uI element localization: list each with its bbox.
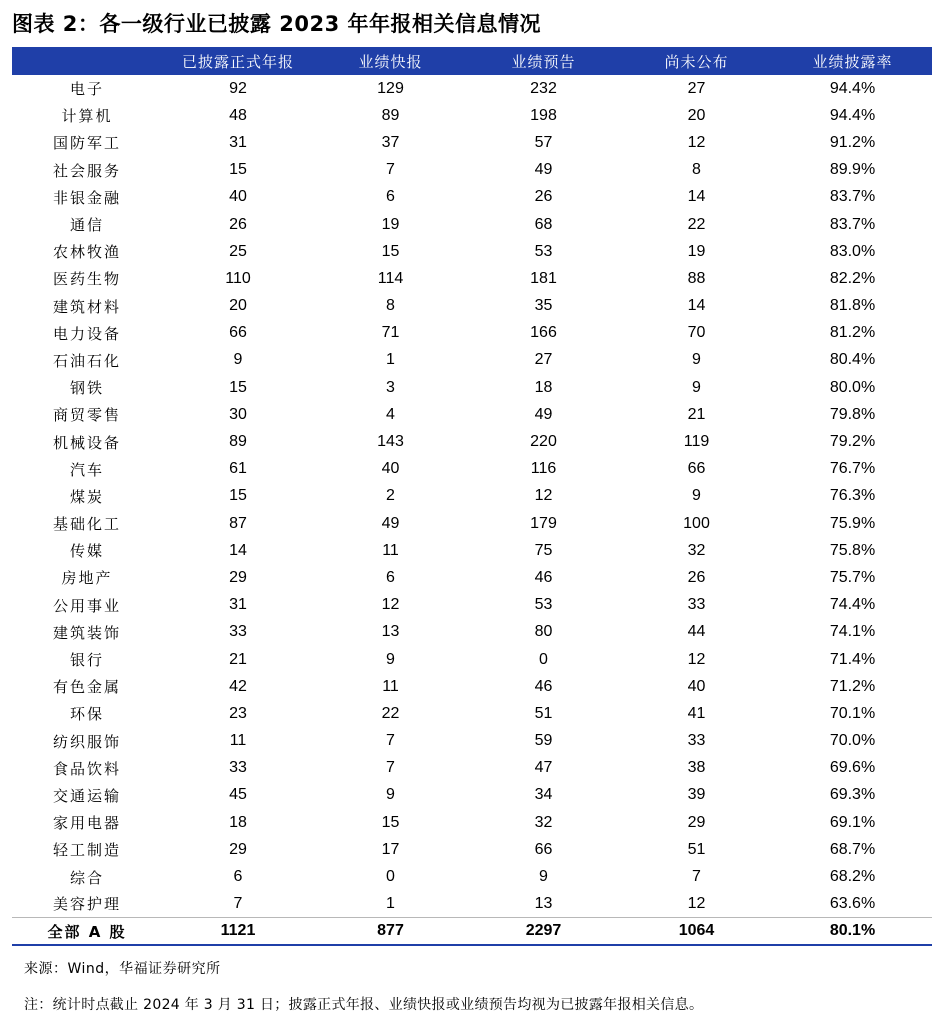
forecast-count: 68: [534, 215, 553, 233]
disclosure-rate: 74.1%: [829, 623, 876, 641]
disclosure-rate: 69.6%: [829, 759, 876, 777]
industry-name: 煤炭: [69, 487, 104, 506]
express-report-count: 11: [382, 677, 399, 695]
not-published-count: 119: [683, 433, 710, 451]
forecast-count: 166: [530, 324, 557, 342]
express-report-count: 1: [386, 894, 395, 912]
industry-name: 通信: [69, 216, 104, 235]
express-report-count: 3: [386, 378, 395, 396]
formal-report-count: 110: [225, 269, 251, 287]
industry-name: 房地产: [61, 569, 113, 588]
formal-report-count: 11: [229, 732, 247, 750]
formal-report-count: 25: [229, 242, 247, 260]
disclosure-rate: 94.4%: [829, 79, 876, 97]
industry-name: 电力设备: [52, 324, 121, 343]
table-row: [12, 673, 932, 700]
figure-title: 图表 2：各一级行业已披露 2023 年年报相关信息情况: [12, 12, 541, 36]
disclosure-rate: 83.0%: [829, 242, 876, 260]
formal-report-count: 15: [229, 378, 247, 396]
formal-report-count: 20: [229, 297, 247, 315]
header-formal-report: 已披露正式年报: [181, 52, 294, 71]
formal-report-count: 6: [233, 868, 243, 886]
table-row: [12, 619, 932, 646]
disclosure-rate: 70.1%: [829, 704, 876, 722]
table-row: [12, 293, 932, 320]
industry-name: 美容护理: [52, 895, 121, 914]
formal-report-count: 61: [229, 460, 247, 478]
forecast-count: 0: [539, 650, 548, 668]
disclosure-rate: 75.8%: [829, 541, 876, 559]
disclosure-rate: 63.6%: [829, 894, 876, 912]
industry-name: 轻工制造: [52, 841, 121, 860]
industry-name: 商贸零售: [52, 406, 121, 425]
not-published-count: 8: [692, 161, 701, 179]
express-report-count: 49: [381, 514, 400, 532]
table-row: [12, 401, 932, 428]
express-report-count: 7: [386, 732, 395, 750]
forecast-count: 49: [534, 161, 553, 179]
table-row: [12, 428, 932, 455]
express-report-count: 89: [381, 106, 400, 124]
table-row: [12, 75, 932, 102]
disclosure-rate: 79.8%: [829, 405, 876, 423]
table-row: [12, 564, 932, 591]
industry-name: 农林牧渔: [52, 243, 121, 262]
disclosure-rate: 68.2%: [829, 868, 876, 886]
formal-report-count: 15: [229, 161, 247, 179]
forecast-count: 9: [539, 868, 548, 886]
table-row: [12, 809, 932, 836]
total-not-published-count: 1064: [678, 922, 715, 940]
total-row: [12, 918, 932, 945]
table-row: [12, 129, 932, 156]
industry-name: 非银金融: [52, 188, 121, 207]
disclosure-rate: 80.0%: [829, 378, 876, 396]
industry-name: 环保: [69, 705, 104, 724]
disclosure-rate: 75.9%: [829, 514, 876, 532]
forecast-count: 27: [534, 351, 553, 369]
formal-report-count: 29: [229, 840, 247, 858]
forecast-count: 32: [534, 813, 553, 831]
forecast-count: 232: [530, 79, 557, 97]
express-report-count: 1: [386, 351, 395, 369]
express-report-count: 129: [377, 79, 404, 97]
express-report-count: 12: [381, 596, 400, 614]
table-row: [12, 755, 932, 782]
industry-name: 社会服务: [52, 161, 121, 180]
formal-report-count: 92: [229, 79, 247, 97]
not-published-count: 20: [687, 106, 706, 124]
not-published-count: 39: [687, 786, 706, 804]
express-report-count: 114: [377, 269, 404, 287]
express-report-count: 9: [386, 650, 395, 668]
forecast-count: 198: [530, 106, 557, 124]
forecast-count: 49: [534, 405, 553, 423]
not-published-count: 38: [687, 759, 706, 777]
formal-report-count: 29: [229, 568, 247, 586]
disclosure-rate: 70.0%: [829, 732, 876, 750]
disclosure-rate: 69.1%: [829, 813, 876, 831]
not-published-count: 22: [687, 215, 706, 233]
header-not-published: 尚未公布: [664, 52, 729, 71]
table-row: [12, 863, 932, 890]
disclosure-rate: 76.3%: [829, 487, 876, 505]
industry-name: 国防军工: [52, 134, 121, 153]
source-note: 来源：Wind，华福证券研究所: [24, 961, 221, 977]
express-report-count: 9: [386, 786, 395, 804]
forecast-count: 51: [534, 704, 553, 722]
forecast-count: 35: [534, 297, 553, 315]
header-express-report: 业绩快报: [358, 52, 423, 71]
formal-report-count: 15: [229, 487, 247, 505]
not-published-count: 12: [687, 650, 706, 668]
industry-name: 综合: [69, 868, 104, 887]
not-published-count: 41: [687, 704, 706, 722]
not-published-count: 100: [683, 514, 710, 532]
formal-report-count: 21: [229, 650, 247, 668]
industry-name: 公用事业: [52, 596, 121, 615]
industry-name: 食品饮料: [52, 759, 121, 778]
express-report-count: 7: [386, 759, 395, 777]
footnote: 注：统计时点截止 2024 年 3 月 31 日；披露正式年报、业绩快报或业绩预告均视为已披露年报相关信息。: [24, 997, 704, 1013]
disclosure-rate: 74.4%: [829, 596, 876, 614]
express-report-count: 2: [386, 487, 395, 505]
express-report-count: 0: [386, 868, 395, 886]
not-published-count: 9: [692, 487, 701, 505]
express-report-count: 143: [377, 433, 404, 451]
not-published-count: 14: [687, 297, 706, 315]
not-published-count: 33: [687, 596, 706, 614]
not-published-count: 9: [692, 351, 701, 369]
forecast-count: 220: [530, 433, 557, 451]
not-published-count: 21: [687, 405, 706, 423]
table-row: [12, 891, 932, 918]
express-report-count: 13: [381, 623, 400, 641]
disclosure-rate: 81.2%: [829, 324, 876, 342]
formal-report-count: 18: [229, 813, 247, 831]
disclosure-rate: 71.4%: [829, 650, 876, 668]
formal-report-count: 9: [233, 351, 243, 369]
forecast-count: 80: [534, 623, 553, 641]
table-body: [12, 75, 932, 945]
table-row: [12, 537, 932, 564]
forecast-count: 66: [534, 840, 553, 858]
industry-name: 交通运输: [52, 786, 121, 805]
industry-name: 银行: [69, 651, 104, 670]
industry-name: 钢铁: [69, 379, 104, 398]
formal-report-count: 42: [229, 677, 247, 695]
disclosure-rate: 76.7%: [829, 460, 876, 478]
express-report-count: 15: [381, 813, 400, 831]
not-published-count: 19: [687, 242, 706, 260]
table-row: [12, 782, 932, 809]
forecast-count: 59: [534, 732, 553, 750]
forecast-count: 53: [534, 596, 553, 614]
formal-report-count: 23: [229, 704, 247, 722]
express-report-count: 15: [381, 242, 400, 260]
total-formal-report-count: 1121: [220, 922, 256, 940]
formal-report-count: 30: [229, 405, 247, 423]
forecast-count: 57: [534, 133, 553, 151]
forecast-count: 18: [534, 378, 553, 396]
forecast-count: 34: [534, 786, 553, 804]
forecast-count: 46: [534, 568, 553, 586]
table-row: [12, 184, 932, 211]
disclosure-rate: 75.7%: [829, 568, 876, 586]
express-report-count: 8: [386, 297, 395, 315]
industry-disclosure-table: [12, 47, 932, 946]
not-published-count: 12: [687, 133, 706, 151]
total-industry-name: 全部 A 股: [47, 922, 127, 941]
disclosure-rate: 83.7%: [829, 188, 876, 206]
formal-report-count: 31: [229, 133, 247, 151]
formal-report-count: 87: [229, 514, 247, 532]
not-published-count: 51: [687, 840, 706, 858]
disclosure-rate: 89.9%: [829, 161, 876, 179]
disclosure-rate: 68.7%: [829, 840, 876, 858]
table-row: [12, 157, 932, 184]
industry-name: 汽车: [69, 460, 104, 479]
not-published-count: 9: [692, 378, 701, 396]
not-published-count: 88: [687, 269, 706, 287]
industry-name: 家用电器: [52, 814, 121, 833]
industry-name: 纺织服饰: [52, 732, 121, 751]
disclosure-rate: 83.7%: [829, 215, 876, 233]
table-row: [12, 347, 932, 374]
express-report-count: 40: [381, 460, 400, 478]
industry-name: 建筑装饰: [52, 623, 121, 642]
not-published-count: 14: [687, 188, 706, 206]
formal-report-count: 7: [233, 894, 243, 912]
formal-report-count: 48: [229, 106, 247, 124]
table-row: [12, 456, 932, 483]
header-disclosure-rate: 业绩披露率: [812, 52, 893, 71]
table-row: [12, 374, 932, 401]
industry-name: 电子: [69, 80, 104, 99]
express-report-count: 4: [386, 405, 395, 423]
industry-name: 机械设备: [52, 433, 121, 452]
header-forecast: 业绩预告: [511, 52, 576, 71]
industry-name: 传媒: [69, 542, 104, 561]
table-row: [12, 265, 932, 292]
not-published-count: 12: [687, 894, 706, 912]
express-report-count: 71: [381, 324, 400, 342]
forecast-count: 12: [534, 487, 553, 505]
disclosure-rate: 91.2%: [829, 133, 876, 151]
express-report-count: 11: [382, 541, 399, 559]
table-row: [12, 320, 932, 347]
formal-report-count: 14: [229, 541, 247, 559]
disclosure-rate: 79.2%: [829, 433, 876, 451]
express-report-count: 6: [386, 568, 395, 586]
table-row: [12, 483, 932, 510]
disclosure-rate: 81.8%: [829, 297, 876, 315]
express-report-count: 17: [381, 840, 400, 858]
not-published-count: 7: [692, 868, 701, 886]
forecast-count: 179: [530, 514, 557, 532]
table-row: [12, 646, 932, 673]
not-published-count: 44: [687, 623, 706, 641]
total-forecast-count: 2297: [525, 922, 562, 940]
disclosure-rate: 69.3%: [829, 786, 876, 804]
formal-report-count: 89: [229, 433, 247, 451]
not-published-count: 40: [687, 677, 706, 695]
express-report-count: 22: [381, 704, 400, 722]
disclosure-rate: 94.4%: [829, 106, 876, 124]
industry-name: 建筑材料: [52, 297, 121, 316]
forecast-count: 26: [534, 188, 553, 206]
industry-name: 基础化工: [52, 515, 121, 534]
not-published-count: 29: [687, 813, 706, 831]
total-disclosure-rate: 80.1%: [829, 922, 876, 940]
express-report-count: 19: [381, 215, 400, 233]
express-report-count: 7: [386, 161, 395, 179]
table-row: [12, 700, 932, 727]
formal-report-count: 40: [229, 188, 247, 206]
disclosure-rate: 71.2%: [829, 677, 876, 695]
not-published-count: 33: [687, 732, 706, 750]
express-report-count: 6: [386, 188, 395, 206]
formal-report-count: 66: [229, 324, 247, 342]
formal-report-count: 33: [229, 623, 247, 641]
not-published-count: 32: [687, 541, 706, 559]
forecast-count: 181: [530, 269, 557, 287]
not-published-count: 27: [687, 79, 706, 97]
forecast-count: 53: [534, 242, 553, 260]
industry-name: 有色金属: [52, 678, 121, 697]
industry-name: 石油石化: [52, 351, 121, 370]
not-published-count: 66: [687, 460, 706, 478]
industry-name: 医药生物: [52, 270, 121, 289]
forecast-count: 116: [530, 460, 557, 478]
forecast-count: 75: [534, 541, 553, 559]
disclosure-rate: 82.2%: [829, 269, 876, 287]
forecast-count: 47: [534, 759, 553, 777]
formal-report-count: 31: [229, 596, 247, 614]
table-row: [12, 238, 932, 265]
table-row: [12, 102, 932, 129]
formal-report-count: 45: [229, 786, 247, 804]
not-published-count: 70: [687, 324, 706, 342]
express-report-count: 37: [381, 133, 400, 151]
total-express-report-count: 877: [377, 922, 404, 940]
forecast-count: 46: [534, 677, 553, 695]
table-row: [12, 592, 932, 619]
forecast-count: 13: [534, 894, 553, 912]
table-row: [12, 211, 932, 238]
formal-report-count: 26: [229, 215, 247, 233]
formal-report-count: 33: [229, 759, 247, 777]
table-row: [12, 728, 932, 755]
table-row: [12, 510, 932, 537]
industry-name: 计算机: [61, 107, 113, 126]
disclosure-rate: 80.4%: [829, 351, 876, 369]
not-published-count: 26: [687, 568, 706, 586]
table-header-row: [12, 47, 932, 75]
header-industry: [12, 47, 162, 75]
table-row: [12, 836, 932, 863]
